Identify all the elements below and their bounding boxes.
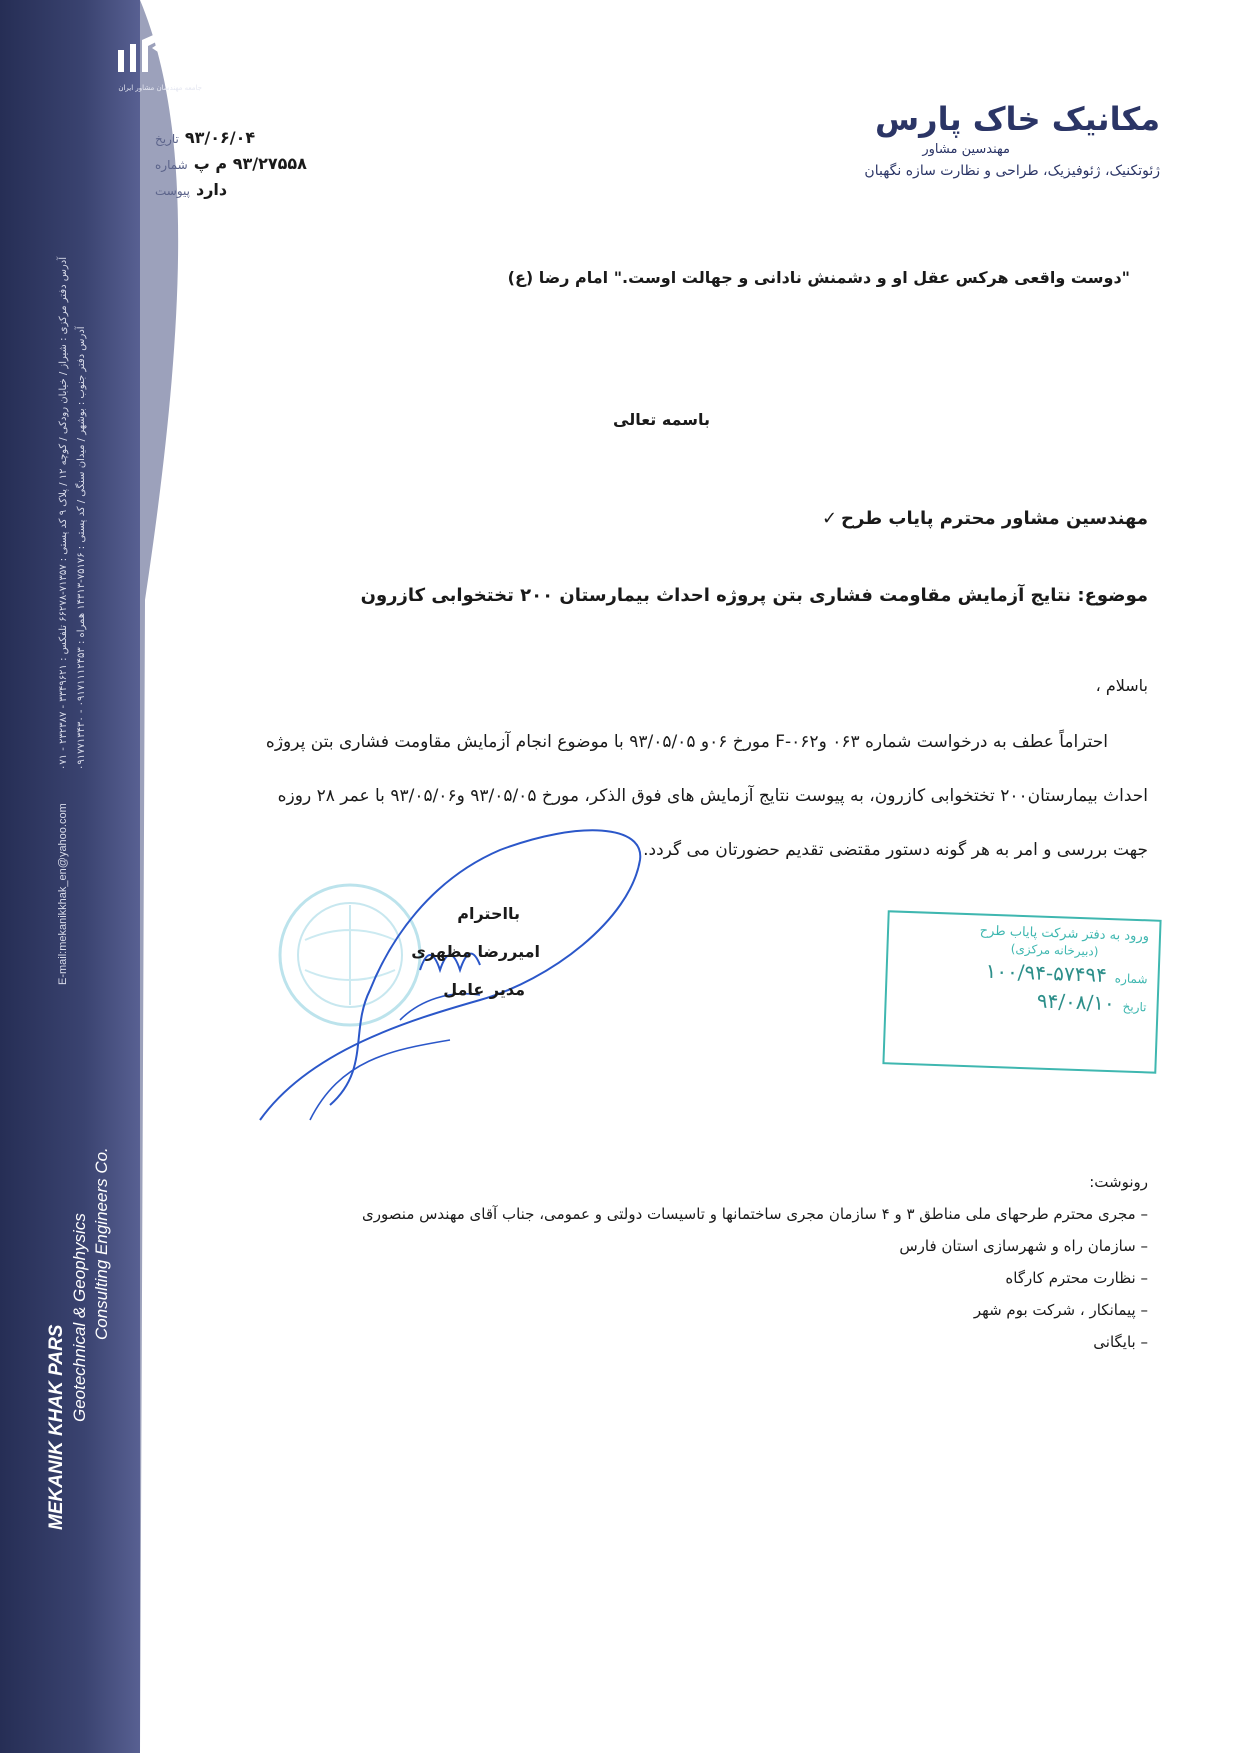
date-value: ۹۳/۰۶/۰۴: [184, 128, 256, 147]
recipient: مهندسین مشاور محترم پایاب طرح: [841, 508, 1148, 529]
stamp-date-label: تاریخ: [1122, 999, 1147, 1015]
company-name-english: MEKANIK KHAK PARS: [46, 1324, 67, 1530]
logo-caption: جامعه مهندسان مشاور ایران: [118, 84, 202, 92]
body-line: جهت بررسی و امر به هر گونه دستور مقتضی تقدیم حضورتان می گردد.: [643, 840, 1148, 860]
cc-section: [188, 1166, 1148, 1358]
number-label: شماره: [155, 158, 188, 172]
company-field-english: Geotechnical & Geophysics: [70, 1213, 89, 1422]
attachment-label: پیوست: [155, 184, 190, 198]
body-line: احتراماً عطف به درخواست شماره ۰۶۳ و۰۶۲-F مورخ ۰۶و ۹۳/۰۵/۰۵ با موضوع انجام آزمایش مقاومت فشاری بتن پروژه: [265, 732, 1108, 752]
receipt-stamp: [882, 910, 1161, 1073]
stamp-date: ۹۴/۰۸/۱۰: [1036, 988, 1116, 1016]
letter-metadata: [155, 128, 355, 206]
fidic-label: FIDIC: [190, 43, 236, 61]
stamp-number: ۱۰۰/۹۴-۵۷۴۹۴: [985, 958, 1108, 987]
cc-item: – پیمانکار ، شرکت بوم شهر: [973, 1301, 1148, 1319]
central-office-address: آدرس دفتر مرکزی : شیراز / خیابان رودکی / کوچه ۱۲ / پلاک ۹ کد پستی : ۷۱۳۵۷-۶۶۲۷۸ تلفکس : ۳۳۴۹۶۲۱ - ۲۳۲۳۸۷ - ۰۷۱: [58, 257, 69, 770]
company-email: E-mail:mekanikkhak_en@yahoo.com: [57, 803, 69, 985]
stamp-line2: (دبیرخانه مرکزی): [1010, 941, 1099, 959]
south-office-address: آدرس دفتر جنوب : بوشهر / میدان سنگی / کد پستی : ۷۵۱۷۶-۱۴۳۱۳ همراه : ۰۹۱۷۱۱۱۲۴۵۳ - ۰۹۱۷۷۱۳۴۳۰: [76, 326, 87, 770]
signatory-title: مدیر عامل: [443, 980, 525, 999]
stamp-line1: ورود به دفتر شرکت پایاب طرح: [979, 923, 1150, 945]
company-name: مکانیک خاک پارس: [874, 100, 1160, 138]
greeting: باسلام ،: [1095, 676, 1148, 695]
number-value: ۹۳/۲۷۵۵۸ م پ: [193, 154, 307, 173]
company-tagline: مهندسین مشاور: [922, 142, 1010, 157]
subject: موضوع: نتایج آزمایش مقاومت فشاری بتن پروژه احداث بیمارستان ۲۰۰ تختخوابی کازرون: [360, 585, 1148, 606]
cc-item: – بایگانی: [1093, 1333, 1148, 1351]
body-line: احداث بیمارستان۲۰۰ تختخوابی کازرون، به پیوست نتایج آزمایش های فوق الذکر، مورخ ۹۳/۰۵/۰۵ و۹۳/۰۵/۰۶ با عمر ۲۸ روزه: [277, 786, 1148, 806]
invocation: باسمه تعالی: [613, 410, 710, 429]
cc-item: – سازمان راه و شهرسازی استان فارس: [899, 1237, 1148, 1255]
closing: بااحترام: [457, 904, 520, 923]
globe-emblem-icon: [248, 22, 306, 80]
company-type-english: Consulting Engineers Co.: [92, 1147, 111, 1340]
stamp-number-label: شماره: [1114, 971, 1148, 987]
fidic-logo: [180, 38, 246, 66]
date-label: تاریخ: [155, 132, 179, 146]
signatory-name: امیررضا مظهری: [411, 942, 540, 961]
signature-block: [400, 895, 540, 1009]
company-services: ژئوتکنیک، ژئوفیزیک، طراحی و نظارت سازه نگهبان: [864, 163, 1160, 179]
cc-item: – نظارت محترم کارگاه: [1005, 1269, 1148, 1287]
cc-item: – مجری محترم طرحهای ملی مناطق ۳ و ۴ سازمان مجری ساختمانها و تاسیسات دولتی و عمومی، جناب آقای مهندس منصوری: [362, 1205, 1148, 1223]
attachment-value: دارد: [196, 180, 228, 199]
checkmark-icon: ✓: [821, 508, 838, 529]
company-header: [780, 100, 1160, 179]
recipient-line: [448, 508, 1148, 529]
cc-heading: رونوشت:: [1089, 1173, 1148, 1191]
header-quote: "دوست واقعی هرکس عقل او و دشمنش نادانی و جهالت اوست." امام رضا (ع): [507, 268, 1130, 287]
